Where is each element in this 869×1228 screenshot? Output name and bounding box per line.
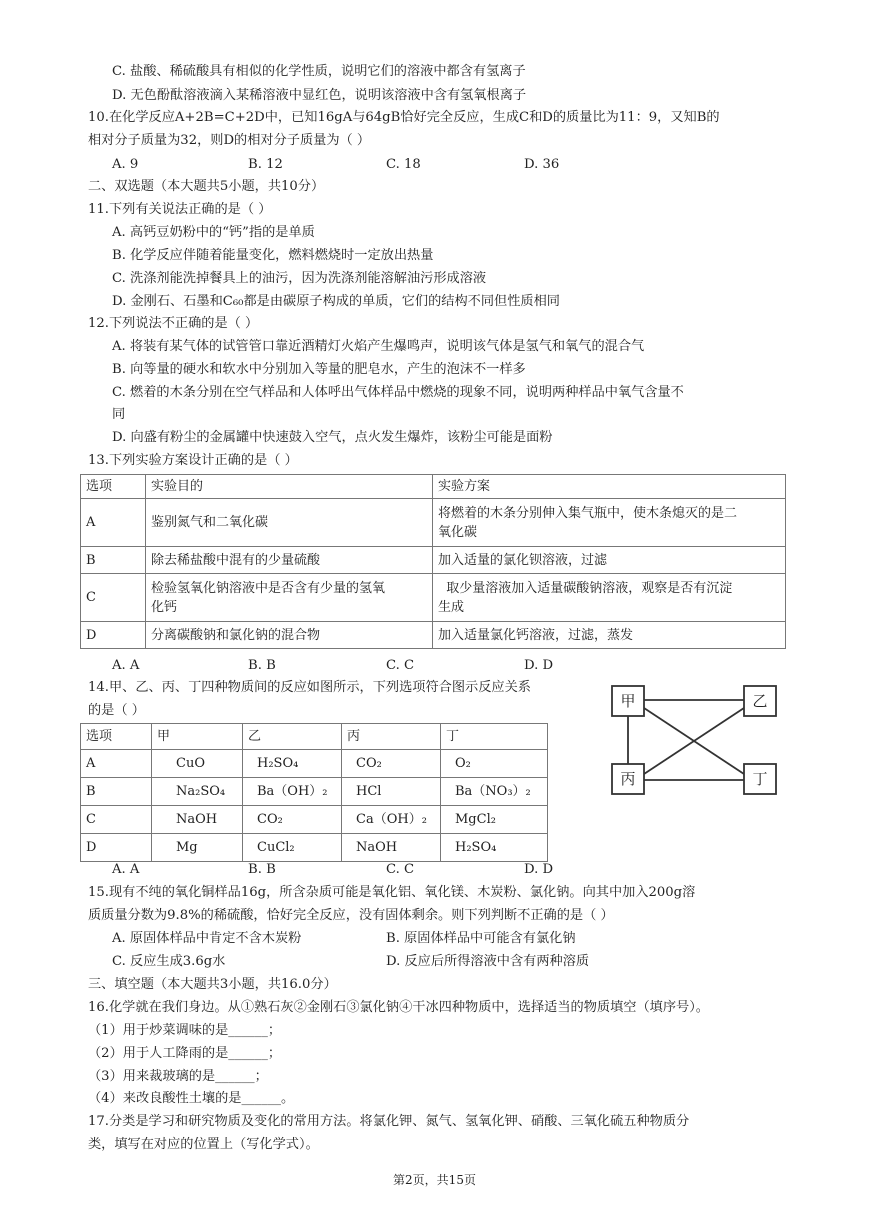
table-row (81, 834, 548, 862)
label-yi: 乙 (752, 692, 768, 710)
q13-row-b-goal: 除去稀盐酸中混有的少量硫酸 (146, 547, 433, 574)
q13-table (80, 474, 786, 649)
q10-option-d: D. 36 (524, 157, 560, 172)
q9-option-d: D. 无色酚酞溶液滴入某稀溶液中显红色，说明该溶液中含有氢氧根离子 (112, 88, 527, 103)
table-cell: CuCl₂ (243, 834, 342, 862)
table-cell: Ba（OH）₂ (243, 778, 342, 806)
q11-stem: 11.下列有关说法正确的是（ ） (88, 202, 272, 217)
table-cell: H₂SO₄ (243, 750, 342, 778)
table-row (81, 547, 786, 574)
q16-stem: 16.化学就在我们身边。从①熟石灰②金刚石③氯化钠④干冰四种物质中，选择适当的物质填空（填序号）。 (88, 1000, 709, 1015)
q13-table-header (81, 475, 786, 499)
q14-stem-line1: 14.甲、乙、丙、丁四种物质间的反应如图所示，下列选项符合图示反应关系 (88, 680, 531, 695)
q9-option-c: C. 盐酸、稀硫酸具有相似的化学性质，说明它们的溶液中都含有氢离子 (112, 64, 526, 79)
table-row (81, 750, 548, 778)
table-row (81, 806, 548, 834)
q14-option-a: A. A (112, 862, 140, 877)
table-cell: Ca（OH）₂ (342, 806, 441, 834)
table-cell: O₂ (441, 750, 548, 778)
q11-option-b: B. 化学反应伴随着能量变化，燃料燃烧时一定放出热量 (112, 248, 434, 263)
label-ding: 丁 (752, 770, 768, 788)
q12-option-c-line1: C. 燃着的木条分别在空气样品和人体呼出气体样品中燃烧的现象不同，说明两种样品中氧气含量不 (112, 385, 684, 400)
q10-option-a: A. 9 (112, 157, 139, 172)
q13-stem: 13.下列实验方案设计正确的是（ ） (88, 453, 298, 468)
table-cell: HCl (342, 778, 441, 806)
q10-stem-line2: 相对分子质量为32，则D的相对分子质量为（ ） (88, 133, 371, 148)
label-bing: 丙 (620, 770, 636, 788)
q10-option-c: C. 18 (386, 157, 421, 172)
table-row (81, 622, 786, 649)
table-cell: H₂SO₄ (441, 834, 548, 862)
section-2-heading: 二、双选题（本大题共5小题，共10分） (88, 179, 325, 194)
q16-sub3: （3）用来裁玻璃的是______； (88, 1069, 268, 1084)
table-cell: Na₂SO₄ (152, 778, 243, 806)
q12-stem: 12.下列说法不正确的是（ ） (88, 316, 259, 331)
q13-option-b: B. B (248, 658, 276, 673)
q11-option-d: D. 金刚石、石墨和C₆₀都是由碳原子构成的单质，它们的结构不同但性质相同 (112, 294, 560, 309)
q13-row-a-option: A (81, 499, 146, 547)
q15-option-c: C. 反应生成3.6g水 (112, 954, 226, 969)
q13-row-c-goal: 检验氢氧化钠溶液中是否含有少量的氢氧 化钙 (146, 574, 433, 622)
q13-row-b-option: B (81, 547, 146, 574)
q13-row-b-plan: 加入适量的氯化钡溶液，过滤 (433, 547, 786, 574)
q16-sub2: （2）用于人工降雨的是______； (88, 1046, 282, 1061)
q12-option-d: D. 向盛有粉尘的金属罐中快速鼓入空气，点火发生爆炸，该粉尘可能是面粉 (112, 430, 553, 445)
q16-sub4: （4）来改良酸性土壤的是______。 (88, 1091, 295, 1106)
q10-stem-line1: 10.在化学反应A+2B=C+2D中，已知16gA与64gB恰好完全反应，生成C和D的质量比为11：9，又知B的 (88, 110, 720, 125)
q14-header-option: 选项 (81, 724, 152, 750)
table-cell: CO₂ (342, 750, 441, 778)
q13-row-d-plan: 加入适量氯化钙溶液，过滤，蒸发 (433, 622, 786, 649)
table-cell: Ba（NO₃）₂ (441, 778, 548, 806)
table-row (81, 574, 786, 622)
q11-option-c: C. 洗涤剂能洗掉餐具上的油污，因为洗涤剂能溶解油污形成溶液 (112, 271, 487, 286)
q13-header-option: 选项 (81, 475, 146, 499)
q14-header-yi: 乙 (243, 724, 342, 750)
q15-stem-line1: 15.现有不纯的氧化铜样品16g，所含杂质可能是氧化铝、氧化镁、木炭粉、氯化钠。向其中加入200g溶 (88, 885, 696, 900)
table-cell: Mg (152, 834, 243, 862)
table-cell: NaOH (342, 834, 441, 862)
table-cell: A (81, 750, 152, 778)
table-cell: C (81, 806, 152, 834)
table-cell: NaOH (152, 806, 243, 834)
q14-stem-line2: 的是（ ） (88, 703, 145, 718)
q13-row-c-option: C (81, 574, 146, 622)
q10-option-b: B. 12 (248, 157, 283, 172)
table-cell: B (81, 778, 152, 806)
q13-option-d: D. D (524, 658, 554, 673)
q14-header-jia: 甲 (152, 724, 243, 750)
q12-option-a: A. 将装有某气体的试管管口靠近酒精灯火焰产生爆鸣声，说明该气体是氢气和氧气的混合气 (112, 339, 645, 354)
q14-header-bing: 丙 (342, 724, 441, 750)
table-row (81, 778, 548, 806)
table-row (81, 499, 786, 547)
q14-option-c: C. C (386, 862, 415, 877)
q11-option-a: A. 高钙豆奶粉中的“钙”指的是单质 (112, 225, 315, 240)
q17-stem-line1: 17.分类是学习和研究物质及变化的常用方法。将氯化钾、氮气、氢氧化钾、硝酸、三氧化硫五种物质分 (88, 1114, 690, 1129)
q13-header-plan: 实验方案 (433, 475, 786, 499)
q13-option-c: C. C (386, 658, 415, 673)
q12-option-c-line2: 同 (112, 407, 126, 422)
section-3-heading: 三、填空题（本大题共3小题，共16.0分） (88, 977, 337, 992)
q13-row-c-plan: 取少量溶液加入适量碳酸钠溶液，观察是否有沉淀 生成 (433, 574, 786, 622)
q13-row-a-goal: 鉴别氮气和二氧化碳 (146, 499, 433, 547)
q16-sub1: （1）用于炒菜调味的是______； (88, 1023, 282, 1038)
q15-option-d: D. 反应后所得溶液中含有两种溶质 (386, 954, 590, 969)
q14-option-b: B. B (248, 862, 276, 877)
q14-option-d: D. D (524, 862, 554, 877)
q15-stem-line2: 质质量分数为9.8%的稀硫酸，恰好完全反应，没有固体剩余。则下列判断不正确的是（ ） (88, 908, 614, 923)
q15-option-a: A. 原固体样品中肯定不含木炭粉 (112, 931, 302, 946)
q13-row-d-goal: 分离碳酸钠和氯化钠的混合物 (146, 622, 433, 649)
q12-option-b: B. 向等量的硬水和软水中分别加入等量的肥皂水，产生的泡沫不一样多 (112, 362, 526, 377)
q13-option-a: A. A (112, 658, 140, 673)
q14-header-ding: 丁 (441, 724, 548, 750)
table-cell: CO₂ (243, 806, 342, 834)
table-cell: CuO (152, 750, 243, 778)
q13-row-d-option: D (81, 622, 146, 649)
q17-stem-line2: 类，填写在对应的位置上（写化学式）。 (88, 1137, 319, 1152)
q13-row-a-plan: 将燃着的木条分别伸入集气瓶中，使木条熄灭的是二 氧化碳 (433, 499, 786, 547)
page-footer: 第2页，共15页 (393, 1173, 476, 1187)
q15-option-b: B. 原固体样品中可能含有氯化钠 (386, 931, 576, 946)
table-cell: D (81, 834, 152, 862)
q13-header-goal: 实验目的 (146, 475, 433, 499)
table-cell: MgCl₂ (441, 806, 548, 834)
label-jia: 甲 (620, 692, 636, 710)
q14-table (80, 723, 548, 862)
q14-table-header (81, 724, 548, 750)
q14-reaction-diagram (604, 680, 784, 806)
